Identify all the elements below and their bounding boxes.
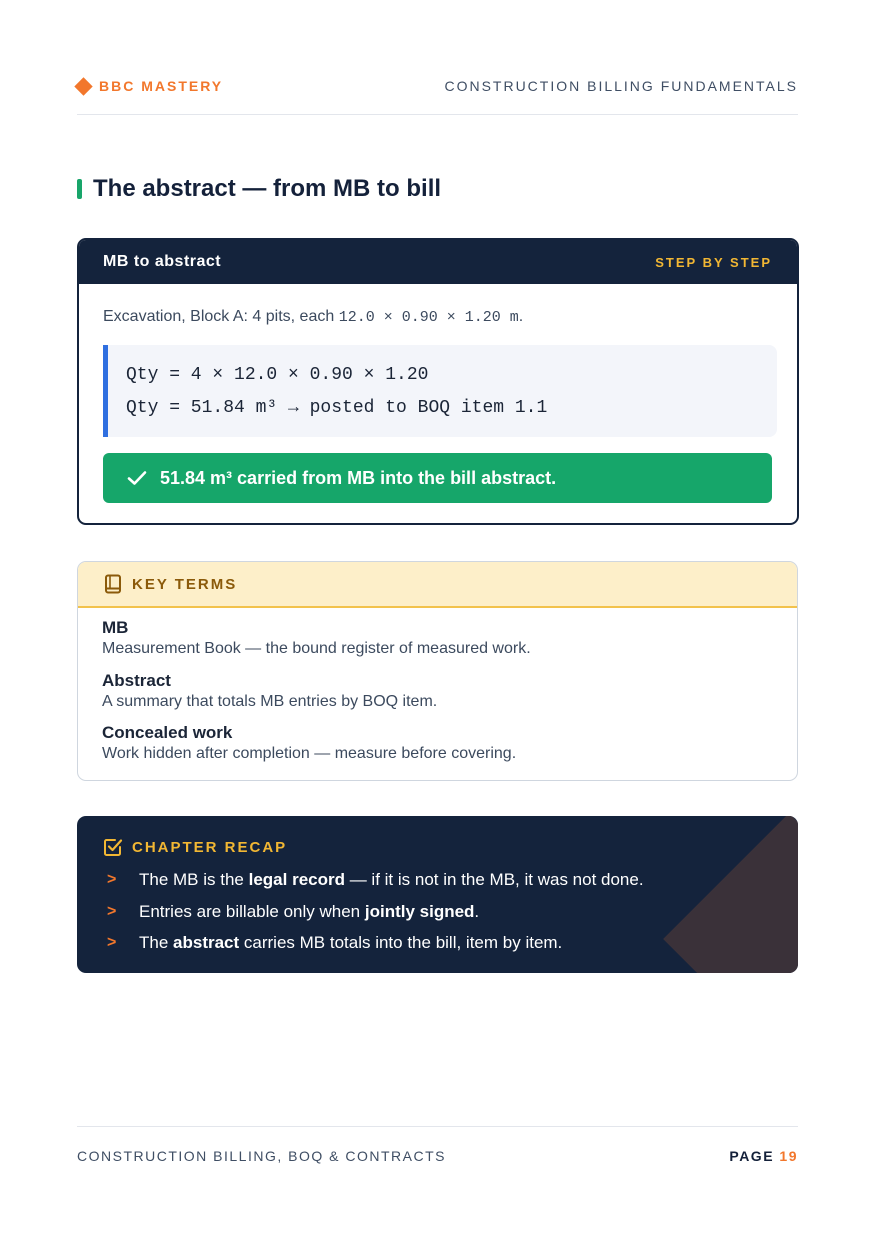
- recap-emphasis: jointly signed: [364, 902, 475, 921]
- recap-item: [107, 932, 562, 954]
- recap-header: [103, 837, 287, 857]
- page-number: [729, 1148, 798, 1164]
- term-definition: Measurement Book — the bound register of measured work.: [102, 640, 531, 657]
- diamond-icon: [74, 77, 92, 95]
- section-heading: [77, 174, 441, 204]
- key-terms-card: [77, 561, 798, 781]
- book-icon: [104, 574, 122, 594]
- recap-text-part: carries MB totals into the bill, item by item.: [239, 933, 563, 952]
- heading-accent-bar: [77, 179, 82, 199]
- recap-text-part: The MB is the: [139, 870, 249, 889]
- formula-line: Qty = 51.84 m³ → posted to BOQ item 1.1: [126, 398, 548, 418]
- section-title: The abstract — from MB to bill: [93, 175, 442, 202]
- footer-book-title: CONSTRUCTION BILLING, BOQ & CONTRACTS: [77, 1148, 446, 1164]
- chapter-recap-card: [77, 816, 798, 973]
- worked-example-intro: [103, 307, 523, 328]
- formula-block: [103, 345, 777, 437]
- worked-example-card: [77, 238, 799, 525]
- document-title: CONSTRUCTION BILLING FUNDAMENTALS: [444, 78, 798, 94]
- page-footer: [77, 1126, 798, 1164]
- bullet-arrow-icon: >: [107, 934, 117, 951]
- brand: [75, 78, 223, 94]
- intro-suffix: .: [518, 308, 524, 325]
- result-banner: [103, 453, 772, 503]
- recap-text-part: The: [139, 933, 174, 952]
- worked-example-tag: STEP BY STEP: [655, 254, 772, 270]
- bullet-arrow-icon: >: [107, 903, 117, 920]
- check-icon: [127, 470, 147, 486]
- worked-example-header: [79, 240, 797, 284]
- page-number-value: 19: [779, 1148, 798, 1164]
- term-definition: A summary that totals MB entries by BOQ item.: [102, 693, 438, 710]
- recap-text: [139, 901, 479, 923]
- key-terms-title: KEY TERMS: [132, 575, 238, 593]
- recap-title: CHAPTER RECAP: [132, 838, 288, 856]
- recap-item: [107, 869, 644, 891]
- term-entry: [102, 618, 531, 660]
- recap-text: [139, 869, 644, 891]
- intro-dimensions: 12.0 × 0.90 × 1.20 m: [338, 309, 519, 326]
- worked-example-title: MB to abstract: [103, 253, 222, 270]
- recap-text: [139, 932, 562, 954]
- formula-line: Qty = 4 × 12.0 × 0.90 × 1.20: [126, 365, 429, 385]
- checkbox-icon: [103, 837, 123, 857]
- intro-text: Excavation, Block A: 4 pits, each: [103, 308, 335, 325]
- page-header: [77, 78, 798, 115]
- brand-name: BBC MASTERY: [99, 78, 224, 94]
- decorative-diamond: [663, 816, 798, 973]
- result-text: 51.84 m³ carried from MB into the bill abstract.: [160, 467, 557, 488]
- recap-emphasis: abstract: [173, 933, 240, 952]
- term-entry: [102, 723, 516, 765]
- term-entry: [102, 671, 437, 713]
- key-terms-header: [78, 562, 797, 608]
- recap-text-part: — if it is not in the MB, it was not done.: [344, 870, 644, 889]
- term-name: Abstract: [102, 671, 171, 690]
- term-definition: Work hidden after completion — measure before covering.: [102, 745, 517, 762]
- recap-emphasis: legal record: [248, 870, 345, 889]
- recap-text-part: Entries are billable only when: [139, 902, 365, 921]
- recap-item: [107, 901, 479, 923]
- page-label: PAGE: [729, 1148, 775, 1164]
- term-name: MB: [102, 618, 129, 637]
- bullet-arrow-icon: >: [107, 871, 117, 888]
- term-name: Concealed work: [102, 723, 233, 742]
- recap-text-part: .: [474, 902, 480, 921]
